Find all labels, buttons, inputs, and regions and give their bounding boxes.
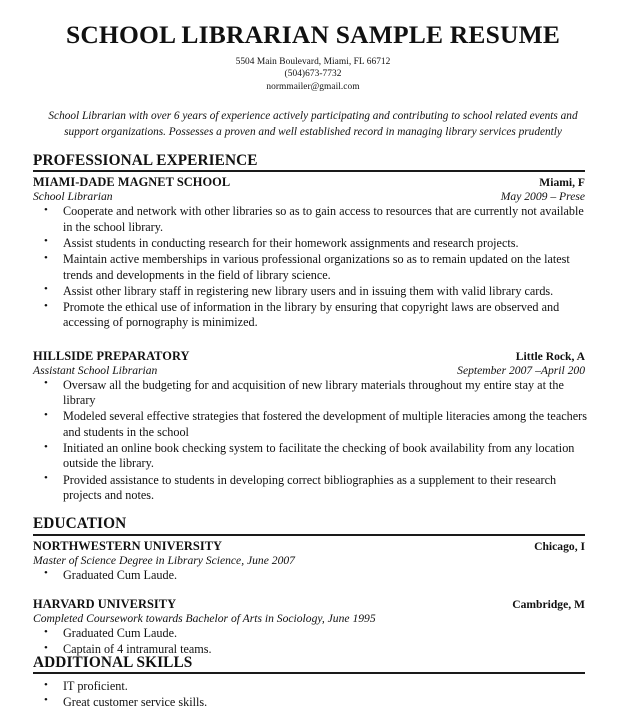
degree-title: Completed Coursework towards Bachelor of Arts in Sociology, June 1995 — [33, 612, 376, 626]
skills-bullet-list — [33, 679, 593, 707]
school-name: HARVARD UNIVERSITY — [33, 597, 177, 612]
degree-title: Master of Science Degree in Library Science, June 2007 — [33, 553, 295, 567]
list-item: • Assist other library staff in registering new library users and in issuing them with valid library cards. — [33, 284, 593, 299]
list-item: • Captain of 4 intramural teams. — [33, 642, 593, 657]
education-entry-header — [33, 539, 585, 554]
list-item: • Promote the ethical use of information in the library by ensuring that copyright laws are observed and accessing of pornography is minimized. — [33, 300, 593, 331]
school-name: NORTHWESTERN UNIVERSITY — [33, 538, 223, 553]
employment-dates: September 2007 –April 200 — [457, 363, 585, 377]
list-item: • Graduated Cum Laude. — [33, 626, 593, 641]
contact-phone: (504)673-7732 — [284, 69, 342, 80]
list-item: • Maintain active memberships in various professional organizations so as to remain updated on the latest trends and developments in the field of library science. — [33, 252, 593, 283]
contact-address: 5504 Main Boulevard, Miami, FL 66712 — [235, 56, 391, 67]
list-item: • Assist students in conducting research for their homework assignments and research projects. — [33, 236, 593, 251]
experience-entry-header — [33, 349, 585, 364]
list-item: • Cooperate and network with other libraries so as to gain access to resources that are currently not available in the school library. — [33, 204, 593, 235]
education-entry — [33, 539, 593, 583]
list-item: • Modeled several effective strategies that fostered the development of multiple literacies among the teachers and students in the school — [33, 409, 593, 440]
employer-location: Little Rock, A — [515, 349, 585, 363]
education-entry — [33, 597, 593, 658]
education-bullet-list — [33, 626, 593, 658]
job-title: Assistant School Librarian — [33, 363, 158, 377]
experience-entry — [33, 175, 593, 331]
experience-entry — [33, 349, 593, 504]
employer-name: HILLSIDE PREPARATORY — [33, 348, 190, 363]
education-entry-subheader — [33, 612, 585, 625]
section-heading-education: EDUCATION — [33, 516, 585, 536]
experience-bullet-list — [33, 204, 593, 331]
experience-bullet-list — [33, 378, 593, 504]
list-item: • Graduated Cum Laude. — [33, 568, 593, 583]
section-professional-experience — [33, 153, 593, 504]
list-item: • Great customer service skills. — [33, 695, 593, 707]
education-entry-subheader — [33, 554, 585, 567]
page-title: SCHOOL LIBRARIAN SAMPLE RESUME — [65, 20, 561, 49]
school-location: Cambridge, M — [512, 598, 585, 612]
list-item: • Initiated an online book checking system to facilitate the checking of book availability from any location outside the library. — [33, 441, 593, 472]
list-item: • Oversaw all the budgeting for and acquisition of new library materials throughout my entire stay at the library — [33, 378, 593, 409]
education-bullet-list — [33, 568, 593, 583]
contact-email: normmailer@gmail.com — [266, 81, 360, 92]
professional-summary: School Librarian with over 6 years of experience actively participating and contributing to school related events and support organizations. Possesses a proven and well established record in managing library services prudently — [48, 110, 578, 138]
experience-entry-subheader — [33, 364, 585, 377]
employer-location: Miami, F — [539, 176, 585, 190]
experience-entry-subheader — [33, 190, 585, 203]
section-additional-skills — [33, 655, 593, 707]
employer-name: MIAMI-DADE MAGNET SCHOOL — [33, 175, 231, 190]
school-location: Chicago, I — [534, 539, 585, 553]
list-item: • Provided assistance to students in developing correct bibliographies as a supplement to their research projects and notes. — [33, 473, 593, 504]
job-title: School Librarian — [33, 190, 113, 204]
section-heading-experience: PROFESSIONAL EXPERIENCE — [33, 153, 585, 173]
employment-dates: May 2009 – Prese — [500, 190, 585, 204]
resume-content — [33, 0, 593, 707]
section-education — [33, 516, 593, 657]
list-item: • IT proficient. — [33, 679, 593, 694]
contact-block — [33, 56, 593, 94]
section-heading-skills: ADDITIONAL SKILLS — [33, 655, 585, 675]
education-entry-header — [33, 597, 585, 612]
experience-entry-header — [33, 175, 585, 190]
